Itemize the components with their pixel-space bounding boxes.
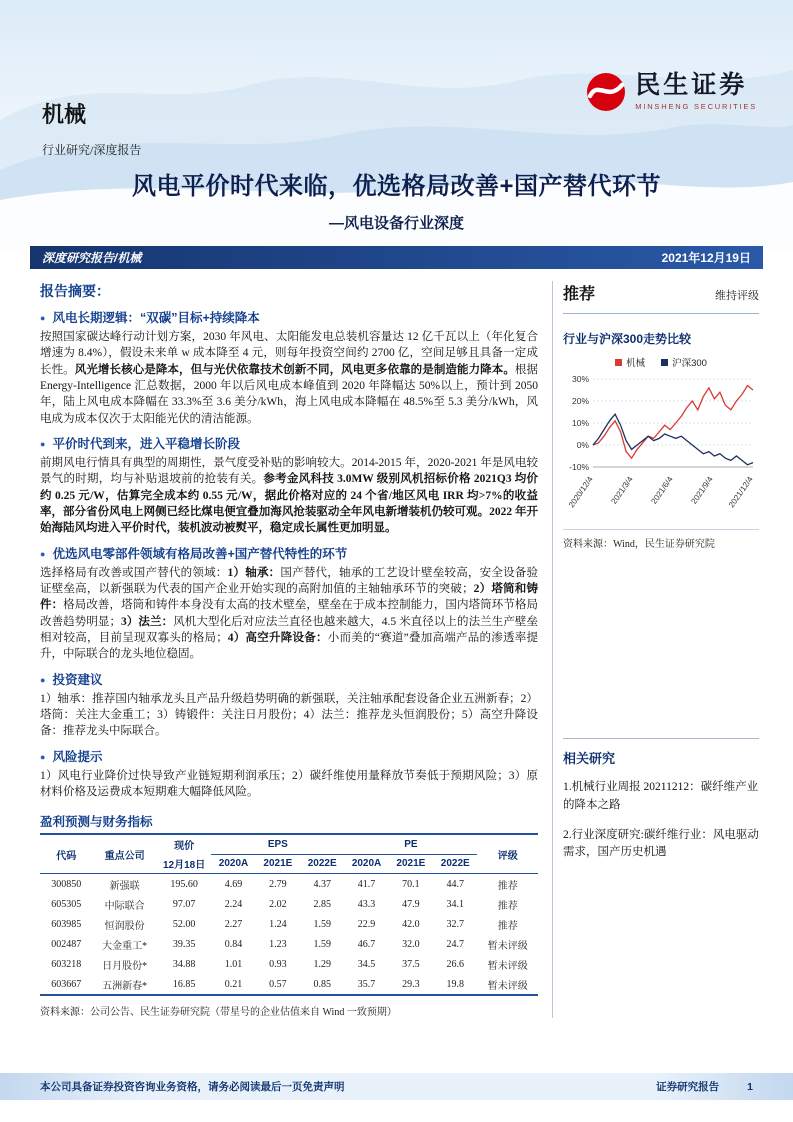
chart-legend (563, 355, 759, 369)
bullet-icon: ● (40, 674, 46, 685)
svg-text:10%: 10% (571, 418, 589, 428)
summary-sections (40, 308, 538, 800)
svg-text:30%: 30% (571, 374, 589, 384)
financial-table-title: 盈利预测与财务指标 (40, 815, 153, 830)
industry-category: 机械 (42, 102, 87, 127)
related-research-block (563, 738, 759, 862)
svg-text:2021/12/4: 2021/12/4 (726, 474, 755, 510)
col-header-year: 2020A (344, 854, 388, 874)
table-row: 603667 五洲新春* 16.85 0.21 0.57 0.85 35.7 29.3 19.8 暂未评级 (40, 974, 538, 995)
table-source-note: 资料来源：公司公告、民生证券研究院（带星号的企业估值来自 Wind 一致预期） (40, 1007, 397, 1019)
legend-swatch-icon (615, 359, 622, 366)
col-header-eps: EPS (211, 834, 344, 854)
minsheng-logo-icon (586, 72, 626, 112)
col-header-year: 2020A (211, 854, 255, 874)
col-header-price-date: 12月18日 (157, 854, 211, 874)
rating-block (563, 281, 759, 314)
col-header-year: 2021E (389, 854, 433, 874)
related-research-list (563, 779, 759, 862)
table-row: 605305 中际联合 97.07 2.24 2.02 2.85 43.3 47.9 34.1 推荐 (51, 898, 518, 912)
svg-text:2020/12/4: 2020/12/4 (566, 474, 595, 510)
page-footer (0, 1073, 793, 1100)
summary-heading: 报告摘要： (40, 283, 110, 299)
sidebar-column (563, 281, 759, 1018)
section-heading: ● 平价时代到来，进入平稳增长阶段 (40, 436, 240, 451)
legend-item: 沪深300 (661, 355, 707, 369)
bullet-icon: ● (40, 751, 46, 762)
column-divider (552, 281, 553, 1018)
col-header-price: 现价 (157, 834, 211, 854)
brand-name-cn: 民生证券 (635, 71, 748, 99)
brand-logo (586, 72, 757, 112)
svg-text:-10%: -10% (569, 462, 589, 472)
section-paragraph: 前期风电行情具有典型的周期性，景气度受补贴的影响较大。2014-2015 年，2020-2021 年是风电较景气的时期，均与补贴退坡前的抢装有关。参考金风科技 3.0MW 级别风机招标价格 2021Q3 均价约 0.25 元/W，估算完全成本约 0.55 元/W，据此价格对应的 24 个省/地区风电 IRR 均>7%的收益率，部分省份风电上网侧已经比煤电便宜叠加海风抢装驱动全年风电新增装机仍较可观。2022 年开始海陆风均进入平价时代，装机波动被熨平，稳定成长属性更加明显。 (40, 456, 538, 535)
related-research-item: 1.机械行业周报 20211212：碳纤维产业的降本之路 (563, 781, 759, 811)
footer-report-type: 证券研究报告 (656, 1081, 720, 1093)
svg-text:20%: 20% (571, 396, 589, 406)
section-heading: ● 风电长期逻辑：“双碳”目标+持续降本 (40, 311, 260, 325)
section-paragraph: 选择格局有改善或国产替代的领域：1）轴承：国产替代，轴承的工艺设计壁垒较高，安全设备验证壁垒高，以新强联为代表的国产企业开始实现的高附加值的主轴轴承环节的突破；2）塔筒和铸件：格局改善，塔筒和铸件本身没有太高的技术壁垒，壁垒在于成本控制能力，国内塔筒环节格局改善趋势明显；3）法兰：风机大型化后对应法兰直径也越来越大，4.5 米直径以上的法兰生产壁垒相对较高，目前呈现双寡头的格局；4）高空升降设备：小而美的“赛道”叠加高端产品的渗透率提升，中际联合的龙头地位稳固。 (40, 566, 539, 661)
table-row: 002487 大金重工* 39.35 0.84 1.23 1.59 46.7 32.0 24.7 暂未评级 (51, 938, 528, 952)
section-heading: ● 投资建议 (40, 672, 103, 687)
brand-name-en: MINSHENG SECURITIES (635, 102, 757, 111)
col-header-year: 2022E (433, 854, 477, 874)
svg-text:2021/9/4: 2021/9/4 (689, 474, 715, 506)
chart-title: 行业与沪深300走势比较 (563, 332, 692, 346)
report-subtitle: —风电设备行业深度 (328, 215, 464, 232)
section-paragraph: 1）轴承：推荐国内轴承龙头且产品升级趋势明确的新强联，关注轴承配套设备企业五洲新春；2）塔筒：关注大金重工；3）铸锻件：关注日月股份；4）法兰：推荐龙头恒润股份；5）高空升降设备：推荐龙头中际联合。 (40, 692, 538, 738)
col-header-year: 2021E (256, 854, 300, 874)
chart-source-note: 资料来源：Wind，民生证券研究院 (563, 529, 759, 550)
col-header-company: 重点公司 (92, 834, 157, 874)
col-header-code: 代码 (40, 834, 92, 874)
col-header-year: 2022E (300, 854, 344, 874)
table-row: 300850 新强联 195.60 4.69 2.79 4.37 41.7 70.1 44.7 推荐 (51, 878, 518, 892)
footer-page-number: 1 (747, 1080, 753, 1093)
band-report-type: 深度研究报告/机械 (42, 251, 142, 265)
svg-text:0%: 0% (576, 440, 589, 450)
financial-forecast-table (40, 833, 538, 996)
report-type-band (30, 246, 763, 269)
table-row: 603985 恒润股份 52.00 2.27 1.24 1.59 22.9 42.0 32.7 推荐 (51, 918, 518, 932)
industry-trend-chart (563, 371, 758, 523)
table-row: 603218 日月股份* 34.88 1.01 0.93 1.29 34.5 37.5 26.6 暂未评级 (51, 958, 528, 972)
band-report-date: 2021年12月19日 (661, 251, 751, 265)
rating-status: 维持评级 (715, 290, 759, 302)
footer-disclaimer: 本公司具备证券投资咨询业务资格，请务必阅读最后一页免责声明 (40, 1081, 345, 1093)
section-paragraph: 1）风电行业降价过快导致产业链短期利润承压；2）碳纤维使用量释放节奏低于预期风险；3）原材料价格及运费成本短期难大幅降低风险。 (40, 769, 538, 798)
svg-text:2021/3/4: 2021/3/4 (609, 474, 635, 506)
fin-table-body (40, 874, 538, 996)
section-heading: ● 风险提示 (40, 749, 103, 764)
bullet-icon: ● (40, 438, 46, 449)
rating-value: 推荐 (563, 286, 596, 303)
bullet-icon: ● (40, 313, 46, 323)
section-heading: ● 优选风电零部件领域有格局改善+国产替代特性的环节 (40, 546, 348, 561)
svg-text:2021/6/4: 2021/6/4 (649, 474, 675, 506)
legend-swatch-icon (661, 359, 668, 366)
legend-item: 机械 (615, 355, 645, 369)
main-column (40, 281, 538, 1018)
related-research-item: 2.行业深度研究:碳纤维行业：风电驱动需求，国产历史机遇 (563, 828, 759, 859)
report-type-label: 行业研究/深度报告 (42, 143, 142, 157)
col-header-rating: 评级 (477, 834, 538, 874)
bullet-icon: ● (40, 548, 46, 559)
col-header-pe: PE (344, 834, 477, 854)
related-research-heading: 相关研究 (563, 738, 759, 767)
section-paragraph: 按照国家碳达峰行动计划方案，2030 年风电、太阳能发电总装机容量达 12 亿千瓦以上（年化复合增速为 8.4%），假设未来单 w 成本降至 4 元，则每年投资空间约 2700 亿，空间足够且具备一定成长性。风光增长核心是降本，但与光伏依靠技术创新不同，风电更多依靠的是制造能力降本。根据 Energy-Intelligence 汇总数据，2000 年以后风电成本峰值到 2020 年降幅达 50%以上，预计到 2050 年，陆上风电成本降幅在 33.3%至 3.6 美分/kWh，海上风电成本降幅在 48.5%至 5.3 美分/kWh，风电成为成本仅次于太阳能光伏的清洁能源。 (40, 331, 539, 425)
report-title: 风电平价时代来临，优选格局改善+国产替代环节 (131, 173, 661, 200)
